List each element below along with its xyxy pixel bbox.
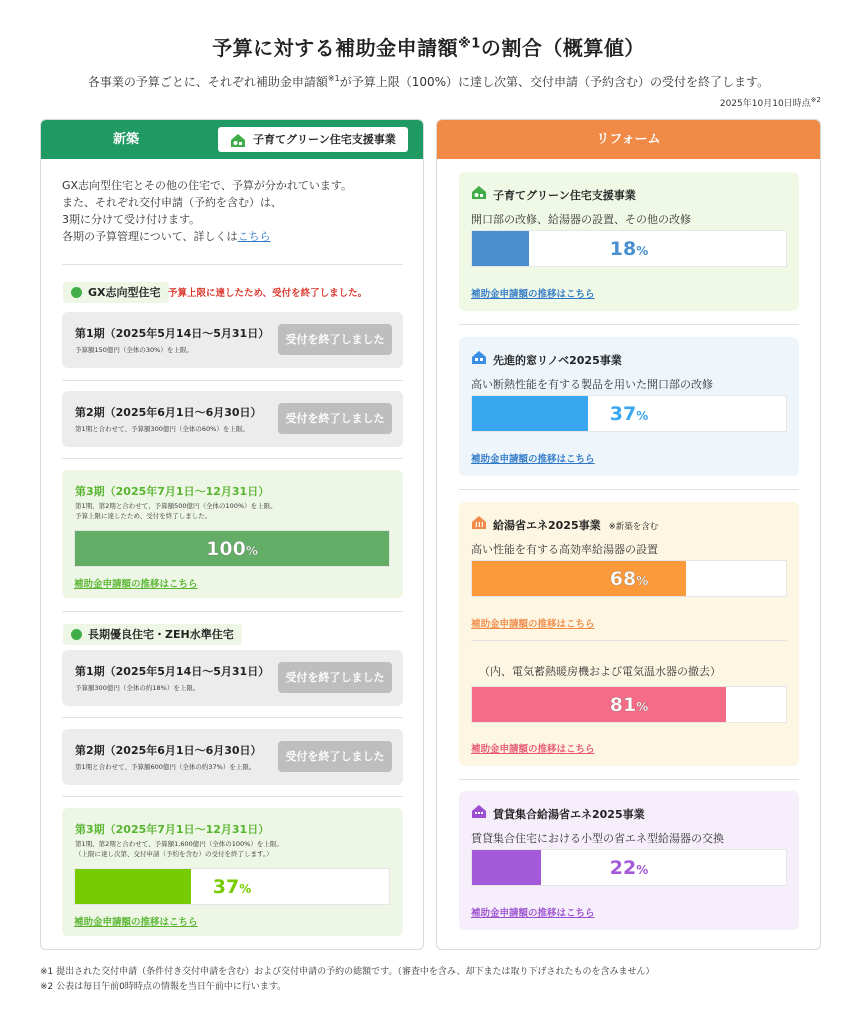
footnote: ※1 提出された交付申請（条件付き交付申請を含む）および交付申請の予約の総額です。（審査中を含み、却下または取り下げされたものを含みません） (40, 967, 655, 977)
page-subtitle: 各事業の予算ごとに、それぞれ補助金申請額$^{※1}$が予算上限（100%）に達し次第、交付申請（予約含む）の受付を終了します。 (87, 74, 770, 89)
period-title: 第1期（2025年5月14日〜5月31日） (75, 665, 270, 678)
closed-button: 受付を終了しました (278, 324, 392, 355)
progress-percent: 18% (609, 238, 649, 260)
budget-details-link[interactable]: こちら (237, 230, 271, 243)
kosodate-badge (218, 127, 408, 152)
intro-line: 3期に分けて受け付けます。 (62, 213, 201, 226)
program-title: 先進的窓リノベ2025事業 (493, 354, 622, 367)
green-house-icon (471, 185, 487, 204)
divider (62, 717, 403, 718)
period-note: 第1期と合わせて、予算額600億円（全体の約37%）を上限。 (75, 763, 256, 771)
kosodate-reform-card (459, 172, 799, 311)
gx-closed-note: 予算上限に達したため、受付を終了しました。 (168, 288, 368, 299)
divider (62, 796, 403, 797)
long-trend-link[interactable]: 補助金申請額の推移はこちら (74, 917, 198, 928)
new-build-intro (62, 177, 352, 245)
divider (62, 458, 403, 459)
kyuto-sub-trend-link[interactable]: 補助金申請額の推移はこちら (471, 744, 595, 755)
program-title: 子育てグリーン住宅支援事業 (493, 189, 636, 202)
mado-card (459, 337, 799, 476)
gx-period-2 (62, 391, 403, 447)
new-build-panel (40, 119, 424, 950)
program-title: 給湯省エネ2025事業 ※新築を含む (493, 519, 659, 532)
long-period-3 (62, 808, 403, 936)
progress-percent: 68% (609, 568, 649, 590)
footnotes (40, 965, 654, 995)
period-title: 第2期（2025年6月1日〜6月30日） (75, 406, 262, 419)
program-tag: ※新築を含む (608, 522, 659, 532)
divider (62, 380, 403, 381)
kyuto-progress-bar (471, 560, 787, 597)
intro-line: また、それぞれ交付申請（予約を含む）は、 (62, 196, 282, 209)
period-note: 予算上限に達したため、受付を終了しました。 (75, 512, 212, 520)
water-heater-house-icon (471, 515, 487, 534)
period-note: 予算額150億円（全体の30%）を上限。 (75, 346, 193, 354)
closed-button: 受付を終了しました (278, 662, 392, 693)
divider (62, 611, 403, 612)
long-period-1 (62, 650, 403, 706)
kosodate-badge-label: 子育てグリーン住宅支援事業 (253, 133, 396, 146)
intro-line: GX志向型住宅とその他の住宅で、予算が分かれています。 (62, 179, 352, 192)
gx-period-3 (62, 470, 403, 598)
period-title: 第3期（2025年7月1日〜12月31日） (75, 485, 270, 498)
kyuto-sub-progress-bar (471, 686, 787, 723)
divider (459, 324, 799, 325)
progress-percent: 100% (206, 538, 258, 560)
mado-trend-link[interactable]: 補助金申請額の推移はこちら (471, 454, 595, 465)
apartment-house-icon (471, 804, 487, 823)
program-desc: 開口部の改修、給湯器の設置、その他の改修 (471, 213, 691, 226)
program-desc: 賃貸集合住宅における小型の省エネ型給湯器の交換 (471, 832, 724, 845)
progress-percent: 37% (609, 403, 649, 425)
long-period-2 (62, 729, 403, 785)
period-note: 第1期、第2期と合わせて、予算額500億円（全体の100%）を上限。 (75, 502, 277, 510)
new-build-header (41, 120, 423, 159)
progress-percent: 22% (609, 857, 649, 879)
period-note: （上限に達し次第、交付申請（予約を含む）の受付を終了します。） (75, 850, 273, 858)
reform-header: リフォーム (437, 120, 820, 159)
footnote: ※2 公表は毎日午前0時時点の情報を当日午前中に行います。 (40, 982, 287, 992)
divider (459, 489, 799, 490)
chintai-progress-bar (471, 849, 787, 886)
long-term-category-label: 長期優良住宅・ZEH水準住宅 (63, 624, 242, 645)
chintai-trend-link[interactable]: 補助金申請額の推移はこちら (471, 908, 595, 919)
intro-line: 各期の予算管理について、詳しくはこちら (62, 230, 271, 243)
period-note: 第1期、第2期と合わせて、予算額1,600億円（全体の100%）を上限。 (75, 840, 283, 848)
reform-panel (436, 119, 821, 950)
period-title: 第2期（2025年6月1日〜6月30日） (75, 744, 262, 757)
kyuto-trend-link[interactable]: 補助金申請額の推移はこちら (471, 619, 595, 630)
kyuto-card (459, 502, 799, 766)
period-note: 第1期と合わせて、予算額300億円（全体の60%）を上限。 (75, 425, 249, 433)
green-dot-icon (71, 287, 82, 298)
period-title: 第3期（2025年7月1日〜12月31日） (75, 823, 270, 836)
gx-period-1 (62, 312, 403, 368)
green-house-icon (230, 132, 246, 157)
page-title: 予算に対する補助金申請額$^{※1}$の割合（概算値） (212, 36, 645, 60)
divider (471, 640, 787, 641)
new-build-label: 新築 (112, 132, 139, 147)
green-dot-icon (71, 629, 82, 640)
period-title: 第1期（2025年5月14日〜5月31日） (75, 327, 270, 340)
divider (62, 264, 403, 265)
window-house-icon (471, 350, 487, 369)
gx-category-label: GX志向型住宅 (63, 282, 169, 303)
closed-button: 受付を終了しました (278, 741, 392, 772)
gx-trend-link[interactable]: 補助金申請額の推移はこちら (74, 579, 198, 590)
period-note: 予算額300億円（全体の約18%）を上限。 (75, 684, 200, 692)
long-progress-bar (74, 868, 390, 905)
program-desc: 高い断熱性能を有する製品を用いた開口部の改修 (471, 378, 713, 391)
gx-progress-bar (74, 530, 390, 567)
kosodate-trend-link[interactable]: 補助金申請額の推移はこちら (471, 289, 595, 300)
as-of-date: 2025年10月10日時点$^{※2}$ (719, 96, 821, 109)
program-desc: 高い性能を有する高効率給湯器の設置 (471, 543, 658, 556)
program-sub-desc: （内、電気蓄熱暖房機および電気温水器の撤去） (479, 665, 721, 678)
kosodate-progress-bar (471, 230, 787, 267)
progress-percent: 81% (609, 694, 649, 716)
chintai-card (459, 791, 799, 930)
divider (459, 779, 799, 780)
mado-progress-bar (471, 395, 787, 432)
progress-percent: 37% (212, 876, 252, 898)
program-title: 賃貸集合給湯省エネ2025事業 (493, 808, 645, 821)
closed-button: 受付を終了しました (278, 403, 392, 434)
